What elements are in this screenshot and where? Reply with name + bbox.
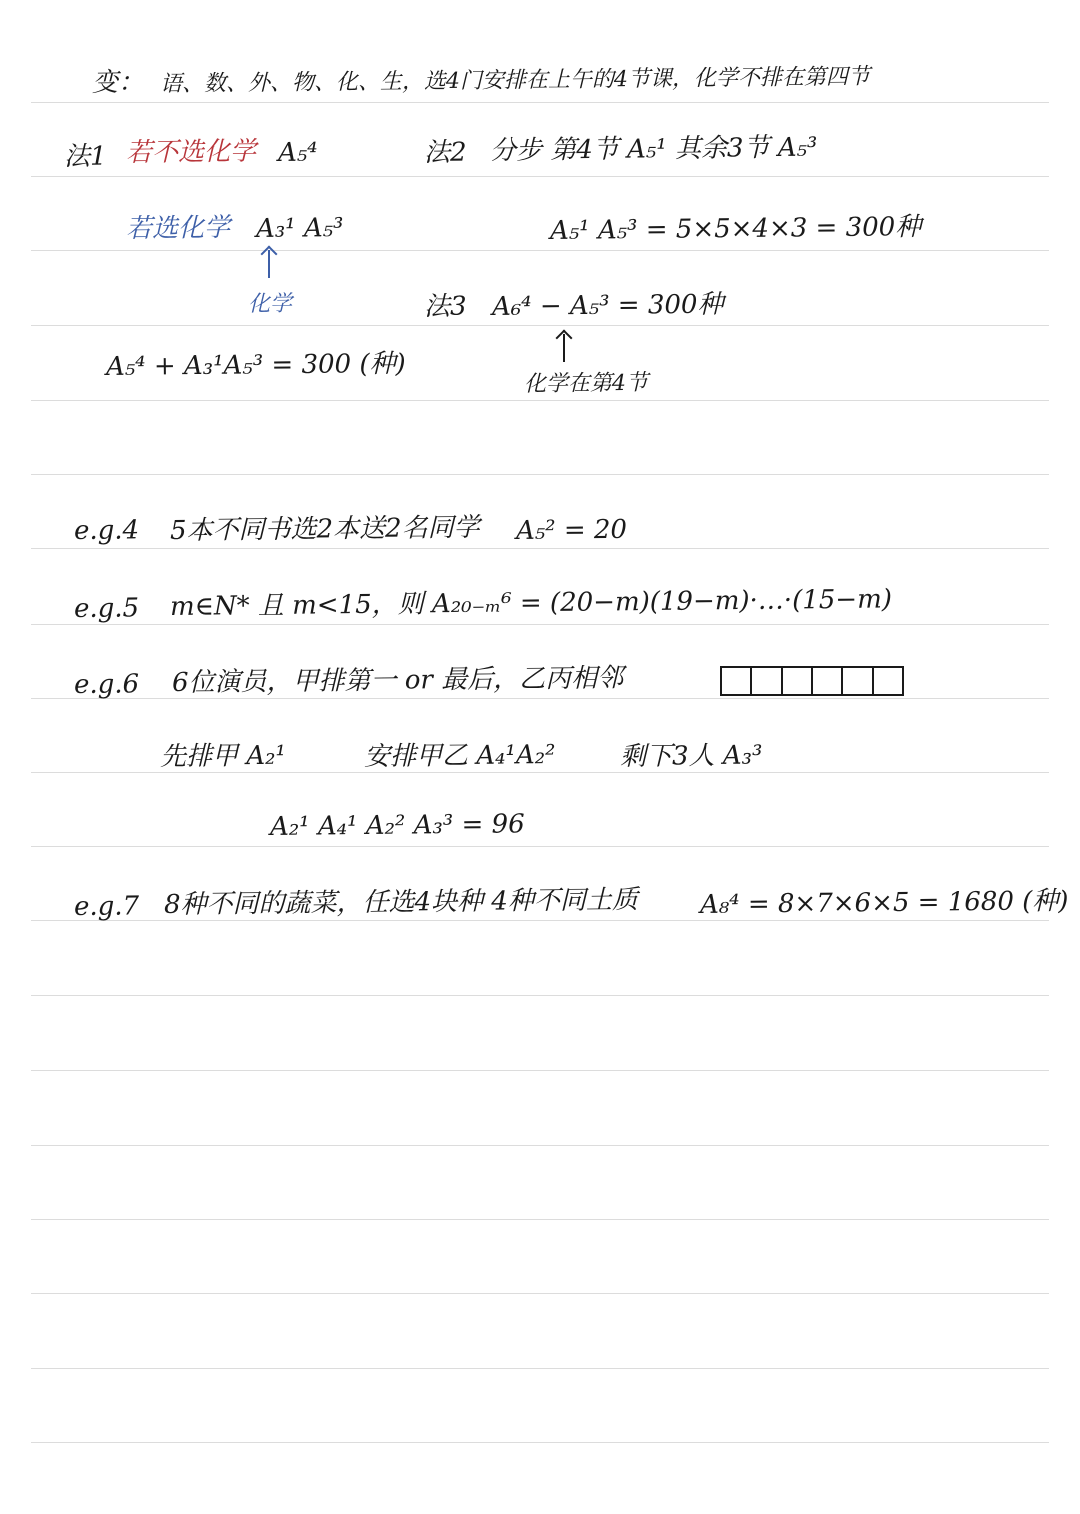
seat-box xyxy=(722,668,752,694)
example-step: 先排甲 A₂¹ xyxy=(159,740,287,772)
method1-case-a-text: 若不选化学 xyxy=(125,136,257,168)
up-arrow-icon xyxy=(563,334,565,362)
ruled-line xyxy=(31,1293,1049,1294)
example-text: m∈N* 且 m<15，则 A₂₀₋ₘ⁶ = (20−m)(19−m)·…·(15−m) xyxy=(169,584,893,622)
example-result: A₅² = 20 xyxy=(515,514,628,546)
example-label: e.g.6 xyxy=(73,669,140,700)
seat-box xyxy=(752,668,782,694)
example-text: 6位演员，甲排第一 or 最后，乙丙相邻 xyxy=(171,663,624,698)
ruled-line xyxy=(31,400,1049,401)
ruled-line xyxy=(31,1368,1049,1369)
example-label: e.g.5 xyxy=(73,593,140,624)
ruled-line xyxy=(31,772,1049,773)
method1-case-a-formula: A₅⁴ xyxy=(277,137,318,168)
ruled-line xyxy=(31,250,1049,251)
seat-box xyxy=(783,668,813,694)
seat-box xyxy=(874,668,902,694)
example-step: 剩下3人 A₃³ xyxy=(619,740,763,772)
ruled-line xyxy=(31,846,1049,847)
ruled-line xyxy=(31,624,1049,625)
method3-label: 法3 xyxy=(423,291,467,322)
ruled-line xyxy=(31,1442,1049,1443)
method1-label: 法1 xyxy=(63,141,107,172)
seat-box xyxy=(843,668,873,694)
example-label: e.g.7 xyxy=(73,891,140,922)
ruled-line xyxy=(31,1219,1049,1220)
example-result: A₂¹ A₄¹ A₂² A₃³ = 96 xyxy=(269,809,525,842)
method2-text: 分步 第4节 A₅¹ 其余3节 A₅³ xyxy=(489,132,818,166)
ruled-line xyxy=(31,102,1049,103)
example-step: 安排甲乙 A₄¹A₂² xyxy=(363,739,556,772)
method2-result: A₅¹ A₅³ = 5×5×4×3 = 300种 xyxy=(549,212,922,246)
ruled-line xyxy=(31,920,1049,921)
method1-total: A₅⁴ + A₃¹A₅³ = 300 (种) xyxy=(105,348,406,382)
example-text: 8种不同的蔬菜，任选4块种 4种不同土质 xyxy=(163,885,639,920)
ruled-line xyxy=(31,995,1049,996)
ruled-line xyxy=(31,1145,1049,1146)
ruled-line xyxy=(31,325,1049,326)
ruled-line xyxy=(31,1070,1049,1071)
seat-box xyxy=(813,668,843,694)
example-label: e.g.4 xyxy=(73,515,140,546)
ruled-line xyxy=(31,176,1049,177)
method1-case-b-formula: A₃¹ A₅³ xyxy=(255,213,344,244)
example-text: 5本不同书选2本送2名同学 xyxy=(169,512,480,546)
method3-arrow-note: 化学在第4节 xyxy=(523,370,649,397)
up-arrow-icon xyxy=(268,250,270,278)
variant-text: 语、数、外、物、化、生，选4门安排在上午的4节课，化学不排在第四节 xyxy=(159,64,871,97)
example-result: A₈⁴ = 8×7×6×5 = 1680 (种) xyxy=(699,886,1069,920)
variant-label: 变： xyxy=(91,67,145,98)
ruled-line xyxy=(31,548,1049,549)
ruled-line xyxy=(31,474,1049,475)
method3-formula: A₆⁴ − A₅³ = 300种 xyxy=(491,289,724,322)
method1-case-b-text: 若选化学 xyxy=(125,212,231,244)
method1-arrow-note: 化学 xyxy=(247,291,293,317)
ruled-line xyxy=(31,698,1049,699)
seat-row-diagram xyxy=(720,666,904,696)
method2-label: 法2 xyxy=(423,137,467,168)
